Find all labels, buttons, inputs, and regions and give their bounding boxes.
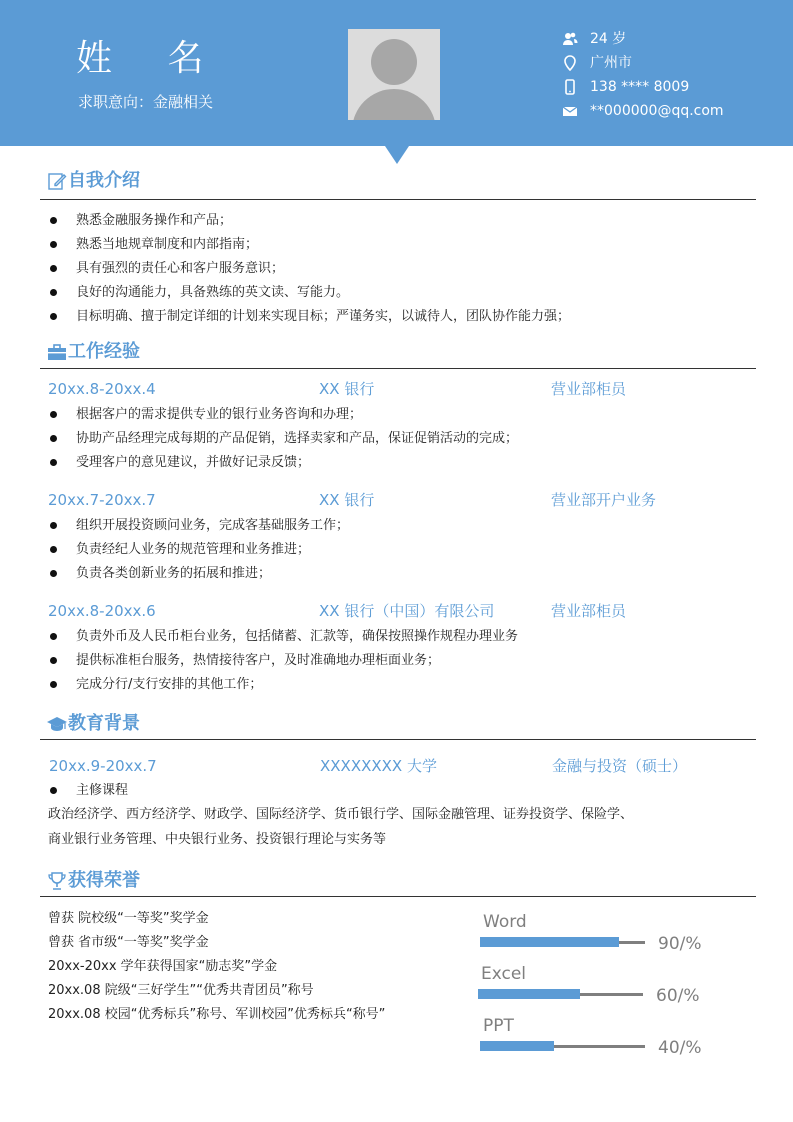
intro-list xyxy=(48,209,570,329)
list-item: 负责经纪人业务的规范管理和业务推进； xyxy=(48,538,349,562)
list-item: 负责各类创新业务的拓展和推进； xyxy=(48,562,349,586)
job-company: XX 银行 xyxy=(319,491,375,509)
list-item: 组织开展投资顾问业务，完成客基础服务工作； xyxy=(48,514,349,538)
avatar-placeholder xyxy=(348,29,440,120)
list-item: 熟悉金融服务操作和产品； xyxy=(48,209,570,233)
section-title-text: 教育背景 xyxy=(68,713,140,734)
header-pointer xyxy=(385,146,409,164)
location-pin-icon xyxy=(562,55,578,71)
avatar-head xyxy=(371,39,417,85)
section-divider xyxy=(40,199,756,200)
job-header-1 xyxy=(48,378,748,400)
skill-name: Word xyxy=(483,912,527,932)
job-intention: 求职意向：金融相关 xyxy=(78,93,214,111)
candidate-name: 姓 名 xyxy=(76,38,226,79)
list-item: 提供标准柜台服务，热情接待客户，及时准确地办理柜面业务； xyxy=(48,649,518,673)
section-title-text: 自我介绍 xyxy=(68,170,140,191)
job-header-3 xyxy=(48,600,748,622)
trophy-icon xyxy=(47,871,67,891)
courses-line-2: 商业银行业务管理、中央银行业务、投资银行理论与实务等 xyxy=(48,832,387,847)
section-title-text: 工作经验 xyxy=(68,341,140,362)
list-item: 根据客户的需求提供专业的银行业务咨询和办理； xyxy=(48,403,518,427)
job-position: 营业部开户业务 xyxy=(551,491,657,509)
job-duties-1 xyxy=(48,403,518,475)
email-text: **000000@qq.com xyxy=(590,103,724,119)
section-divider xyxy=(40,739,756,740)
skill-fill xyxy=(478,989,580,999)
courses-list xyxy=(48,779,128,803)
list-item: 目标明确、擅于制定详细的计划来实现目标；严谨务实，以诚待人，团队协作能力强； xyxy=(48,305,570,329)
list-item: 受理客户的意见建议，并做好记录反馈； xyxy=(48,451,518,475)
list-item: 具有强烈的责任心和客户服务意识； xyxy=(48,257,570,281)
job-company: XX 银行 xyxy=(319,380,375,398)
job-company: XX 银行（中国）有限公司 xyxy=(319,602,495,620)
education-period: 20xx.9-20xx.7 xyxy=(49,757,157,775)
edit-icon xyxy=(47,171,67,191)
skill-excel xyxy=(478,963,708,1013)
list-item: 协助产品经理完成每期的产品促销，选择卖家和产品，保证促销活动的完成； xyxy=(48,427,518,451)
skill-name: Excel xyxy=(481,964,527,984)
skill-ppt xyxy=(480,1015,710,1065)
courses-line-1: 政治经济学、西方经济学、财政学、国际经济学、货币银行学、国际金融管理、证券投资学、保险学、 xyxy=(48,807,634,822)
list-item: 负责外币及人民币柜台业务，包括储蓄、汇款等，确保按照操作规程办理业务 xyxy=(48,625,518,649)
skill-percent: 90/% xyxy=(658,934,702,954)
age-text: 24 岁 xyxy=(590,31,627,47)
users-icon xyxy=(562,31,578,47)
job-period: 20xx.8-20xx.6 xyxy=(48,602,156,620)
list-item: 曾获 院校级“一等奖”奖学金 xyxy=(48,911,209,926)
graduation-cap-icon xyxy=(47,714,67,734)
section-divider xyxy=(40,896,756,897)
skill-name: PPT xyxy=(483,1016,514,1036)
briefcase-icon xyxy=(47,342,67,362)
phone-icon xyxy=(562,79,578,95)
skill-percent: 60/% xyxy=(656,986,700,1006)
education-header xyxy=(49,755,749,777)
section-divider xyxy=(40,368,756,369)
job-position: 营业部柜员 xyxy=(551,380,627,398)
list-item: 完成分行/支行安排的其他工作； xyxy=(48,673,518,697)
list-item: 主修课程 xyxy=(48,779,128,803)
list-item: 熟悉当地规章制度和内部指南； xyxy=(48,233,570,257)
list-item: 曾获 省市级“一等奖”奖学金 xyxy=(48,935,209,950)
skill-percent: 40/% xyxy=(658,1038,702,1058)
list-item: 20xx.08 校园“优秀标兵”称号、军训校园”优秀标兵“称号” xyxy=(48,1007,386,1022)
job-header-2 xyxy=(48,489,748,511)
job-period: 20xx.7-20xx.7 xyxy=(48,491,156,509)
skill-fill xyxy=(480,937,619,947)
list-item: 20xx.08 院级“三好学生”“优秀共青团员”称号 xyxy=(48,983,314,998)
skill-word xyxy=(480,911,710,961)
honors-list xyxy=(48,907,385,1027)
avatar-body xyxy=(352,89,436,120)
job-period: 20xx.8-20xx.4 xyxy=(48,380,156,398)
job-duties-2 xyxy=(48,514,349,586)
list-item: 20xx-20xx 学年获得国家“励志奖”学金 xyxy=(48,959,278,974)
city-text: 广州市 xyxy=(590,55,632,71)
envelope-icon xyxy=(562,103,578,119)
job-duties-3 xyxy=(48,625,518,697)
skill-fill xyxy=(480,1041,554,1051)
list-item: 良好的沟通能力，具备熟练的英文读、写能力。 xyxy=(48,281,570,305)
phone-text: 138 **** 8009 xyxy=(590,79,690,95)
section-title-text: 获得荣誉 xyxy=(68,870,140,891)
job-position: 营业部柜员 xyxy=(551,602,627,620)
education-school: XXXXXXXX 大学 xyxy=(320,757,437,775)
education-major: 金融与投资（硕士） xyxy=(552,757,688,775)
